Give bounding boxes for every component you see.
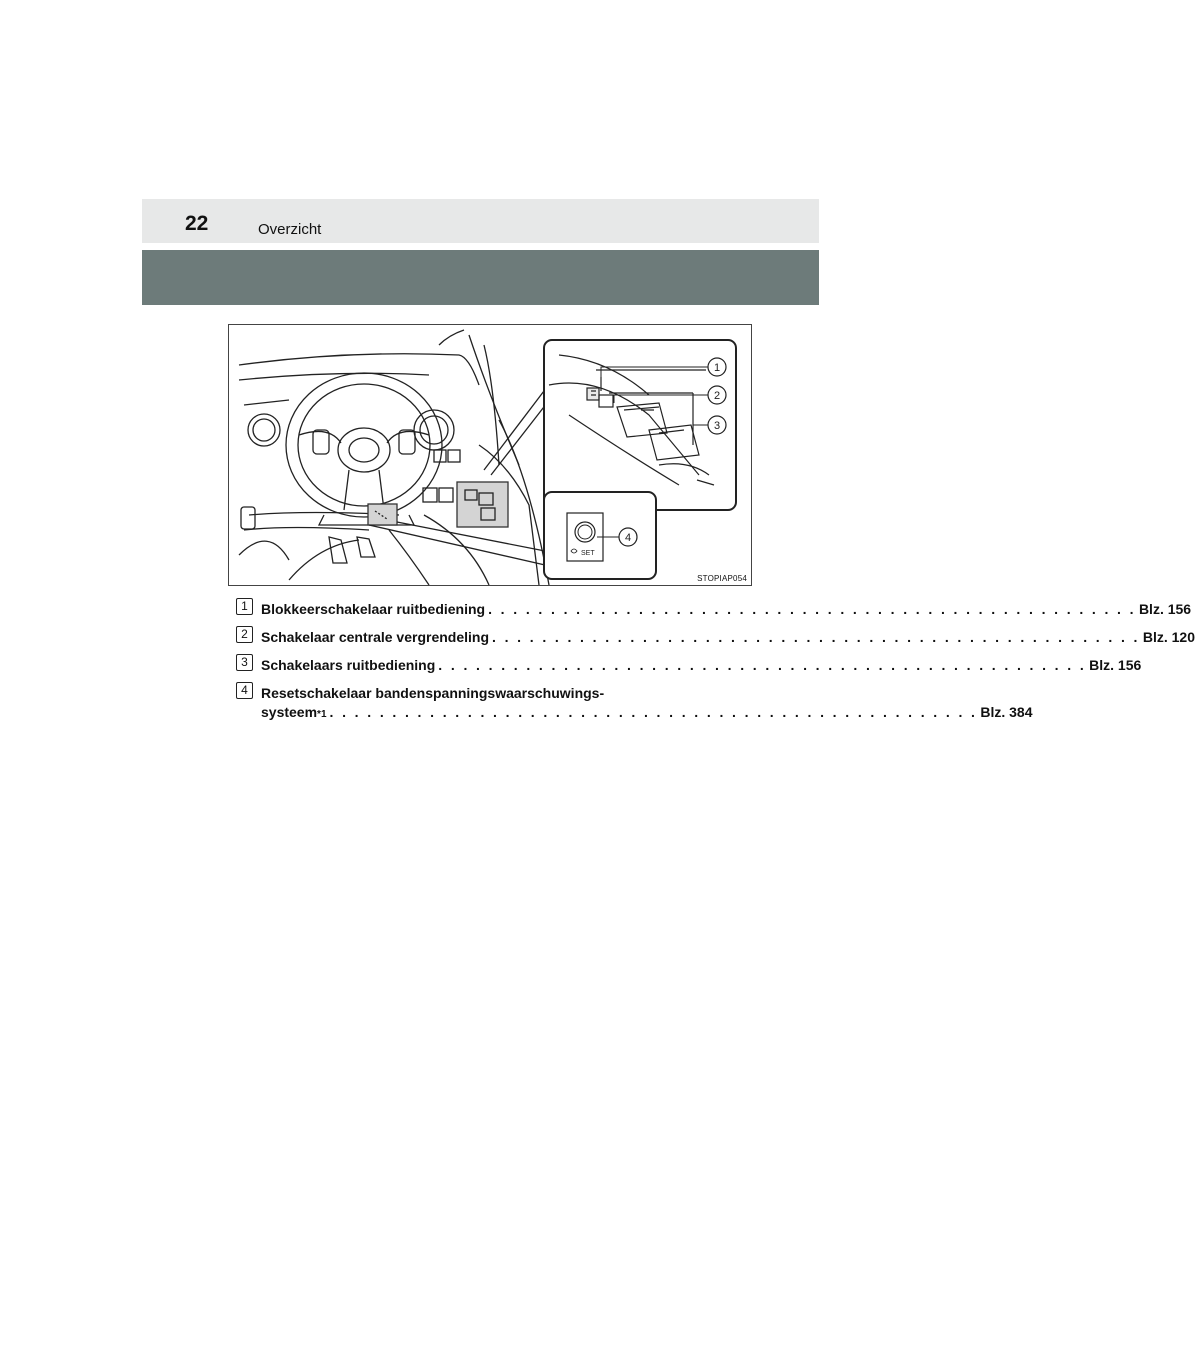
leader-dots: . . . . . . . . . . . . . . . . . . . . . . . . . . . . . . . . . . . . . . . . . . . . . . . . . . . . — [488, 601, 1136, 617]
dashboard-figure — [228, 324, 752, 586]
item-label: Schakelaars ruitbediening — [261, 657, 436, 673]
leader-dots: . . . . . . . . . . . . . . . . . . . . . . . . . . . . . . . . . . . . . . . . . . . . . . . . . . . . — [438, 657, 1087, 673]
item-number: 4 — [236, 682, 253, 699]
list-item — [236, 598, 1192, 626]
list-item — [236, 654, 1142, 682]
item-label-line2: systeem — [261, 704, 318, 720]
item-number: 1 — [236, 598, 253, 615]
callout-4: 4 — [624, 532, 632, 544]
page-reference[interactable]: Blz. 120 — [1142, 629, 1195, 645]
list-item — [236, 682, 1033, 726]
footnote-marker: *1 — [317, 709, 327, 720]
callout-3: 3 — [713, 420, 721, 432]
page-reference[interactable]: Blz. 156 — [1138, 601, 1192, 617]
page-number: 22 — [185, 212, 209, 235]
set-label: SET — [581, 550, 595, 557]
list-item — [236, 626, 1195, 654]
header-bar — [142, 199, 819, 243]
section-title: Overzicht — [258, 221, 322, 238]
page-reference[interactable]: Blz. 384 — [980, 704, 1033, 720]
figure-code: STOPIAP054 — [697, 574, 747, 583]
item-label: Blokkeerschakelaar ruitbediening — [261, 601, 486, 617]
callout-1: 1 — [713, 362, 721, 374]
item-number: 2 — [236, 626, 253, 643]
item-label: Schakelaar centrale vergrendeling — [261, 629, 489, 645]
item-list — [236, 598, 1195, 726]
item-number: 3 — [236, 654, 253, 671]
page-reference[interactable]: Blz. 156 — [1089, 657, 1142, 673]
item-label-line1: Resetschakelaar bandenspanningswaarschuwings- — [261, 685, 605, 701]
callout-2: 2 — [713, 390, 721, 402]
leader-dots: . . . . . . . . . . . . . . . . . . . . . . . . . . . . . . . . . . . . . . . . . . . . . . . . . . . . — [329, 704, 978, 720]
dashboard-illustration — [229, 325, 751, 585]
leader-dots: . . . . . . . . . . . . . . . . . . . . . . . . . . . . . . . . . . . . . . . . . . . . . . . . . . . . — [492, 629, 1140, 645]
title-band — [142, 250, 819, 305]
